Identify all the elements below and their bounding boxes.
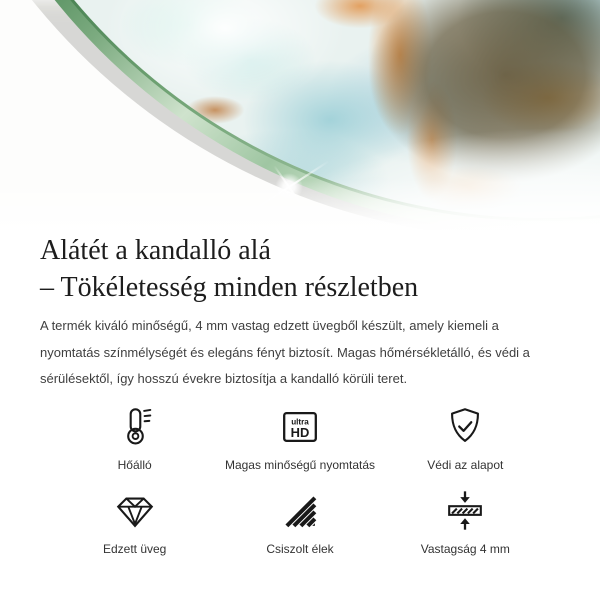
- diamond-icon: [112, 487, 158, 535]
- product-image: [0, 0, 600, 230]
- feature-label: Hőálló: [117, 457, 152, 472]
- feature-protects-base: [383, 403, 548, 473]
- title-line-1: Alátét a kandalló alá: [40, 235, 271, 266]
- feature-label: Védi az alapot: [427, 457, 504, 472]
- feature-thickness: [383, 487, 548, 557]
- feature-print-quality: [217, 403, 382, 473]
- thermometer-icon: [112, 403, 158, 451]
- feature-polished-edges: [217, 487, 382, 557]
- title-line-2: – Tökéletesség minden részletben: [40, 272, 419, 303]
- svg-text:HD: HD: [290, 424, 310, 440]
- shield-check-icon: [442, 403, 488, 451]
- feature-label: Magas minőségű nyomtatás: [224, 457, 376, 472]
- feature-tempered-glass: [52, 487, 217, 557]
- thickness-icon: [442, 487, 488, 535]
- beveled-edge-icon: [279, 487, 321, 535]
- description-section: [0, 230, 600, 557]
- feature-heat-resistant: [52, 403, 217, 473]
- feature-label: Vastagság 4 mm: [420, 541, 510, 556]
- feature-label: Csiszolt élek: [266, 541, 334, 556]
- page-title: [40, 232, 560, 306]
- product-description-text: A termék kiváló minőségű, 4 mm vastag edzett üvegből készült, amely kiemeli a nyomtatás színmélységét és elegáns fényt biztosít. Magas hőmérsékletálló, és védi a sérülésektől, így hosszú évekre biztosítja a kandalló körüli teret.: [40, 318, 530, 386]
- feature-grid: [40, 403, 560, 557]
- svg-text:ultra: ultra: [291, 417, 309, 427]
- ultra-hd-icon: [277, 403, 323, 451]
- feature-label: Edzett üveg: [102, 541, 167, 556]
